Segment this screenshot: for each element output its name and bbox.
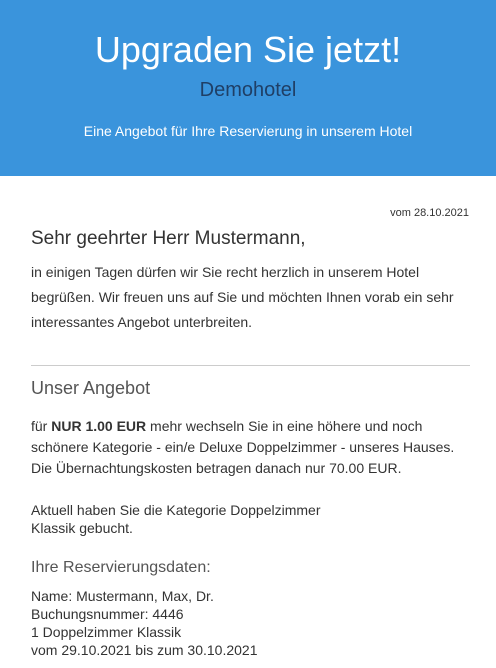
current-booking-text: Aktuell haben Sie die Kategorie Doppelzimmer Klassik gebucht. [31, 502, 321, 536]
reservation-details [31, 587, 258, 659]
offer-paragraph [31, 416, 471, 479]
section-divider [31, 365, 470, 366]
reservation-booking-number: Buchungsnummer: 4446 [31, 606, 184, 622]
offer-price-highlight: NUR 1.00 EUR [51, 418, 147, 434]
offer-text: mehr wechseln Sie in eine höhere und noch schönere Kategorie - ein/e Deluxe Doppelzimmer - unseres Hauses. Die Übernachtungskosten betragen danach nur 70.00 EUR. [31, 418, 455, 476]
upgrade-headline: Upgraden Sie jetzt! [94, 29, 402, 70]
offer-prefix: für [31, 418, 48, 434]
reservation-title: Ihre Reservierungsdaten: [31, 559, 211, 576]
reservation-dates: vom 29.10.2021 bis zum 30.10.2021 [31, 642, 258, 658]
hotel-name: Demohotel [199, 79, 297, 101]
header-tagline: Eine Angebot für Ihre Reservierung in unserem Hotel [83, 123, 413, 139]
letter-date: vom 28.10.2021 [390, 207, 469, 219]
greeting: Sehr geehrter Herr Mustermann, [31, 228, 306, 249]
intro-paragraph: in einigen Tagen dürfen wir Sie recht herzlich in unserem Hotel begrüßen. Wir freuen uns auf Sie und möchten Ihnen vorab ein sehr interessantes Angebot unterbreiten. [31, 264, 454, 330]
offer-title: Unser Angebot [31, 378, 151, 398]
header-banner [0, 0, 496, 176]
reservation-room: 1 Doppelzimmer Klassik [31, 624, 182, 640]
reservation-name: Name: Mustermann, Max, Dr. [31, 588, 214, 604]
